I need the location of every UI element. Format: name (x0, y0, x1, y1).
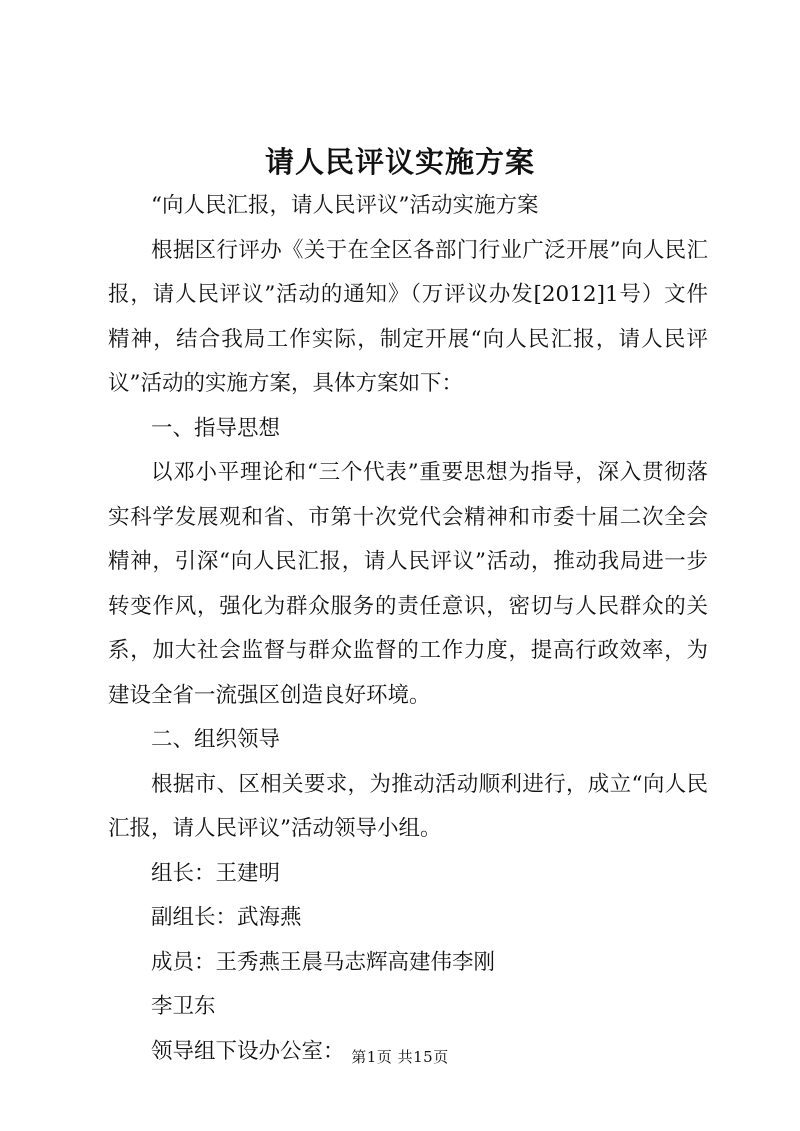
section-heading-guiding-ideology: 一、指导思想 (151, 415, 281, 441)
paragraph-group-leader: 组长：王建明 (151, 860, 281, 886)
section-heading-organization: 二、组织领导 (151, 727, 281, 752)
paragraph-office: 领导组下设办公室： (151, 1038, 345, 1064)
paragraph-guiding-ideology: 以邓小平理论和“三个代表”重要思想为指导，深入贯彻落实科学发展观和省、市第十次党代会精神和市委十届二次全会精神，引深“向人民汇报，请人民评议”活动，推动我局进一步转变作风，强化为群众服务的责任意识，密切与人民群众的关系，加大社会监督与群众监督的工作力度，提高行政效率，为建设全省一流强区创造良好环境。 (108, 460, 708, 708)
paragraph-deputy-leader: 副组长：武海燕 (151, 905, 302, 930)
paragraph-basis: 根据区行评办《关于在全区各部门行业广泛开展”向人民汇报，请人民评议”活动的通知》（万评议办发[2012]1号）文件精神，结合我局工作实际，制定开展“向人民汇报，请人民评议”活动的实施方案，具体方案如下： (108, 237, 708, 396)
document-title: 请人民评议实施方案 (264, 145, 535, 179)
page-footer: 第1页 共15页 (351, 1048, 449, 1066)
paragraph-member-continued: 李卫东 (151, 994, 216, 1019)
document-body (108, 184, 708, 1074)
paragraph-subtitle: “向人民汇报，请人民评议”活动实施方案 (151, 193, 539, 218)
paragraph-organization: 根据市、区相关要求，为推动活动顺利进行，成立“向人民汇报，请人民评议”活动领导小组。 (108, 771, 708, 841)
paragraph-members: 成员：王秀燕王晨马志辉高建伟李刚 (151, 949, 496, 975)
